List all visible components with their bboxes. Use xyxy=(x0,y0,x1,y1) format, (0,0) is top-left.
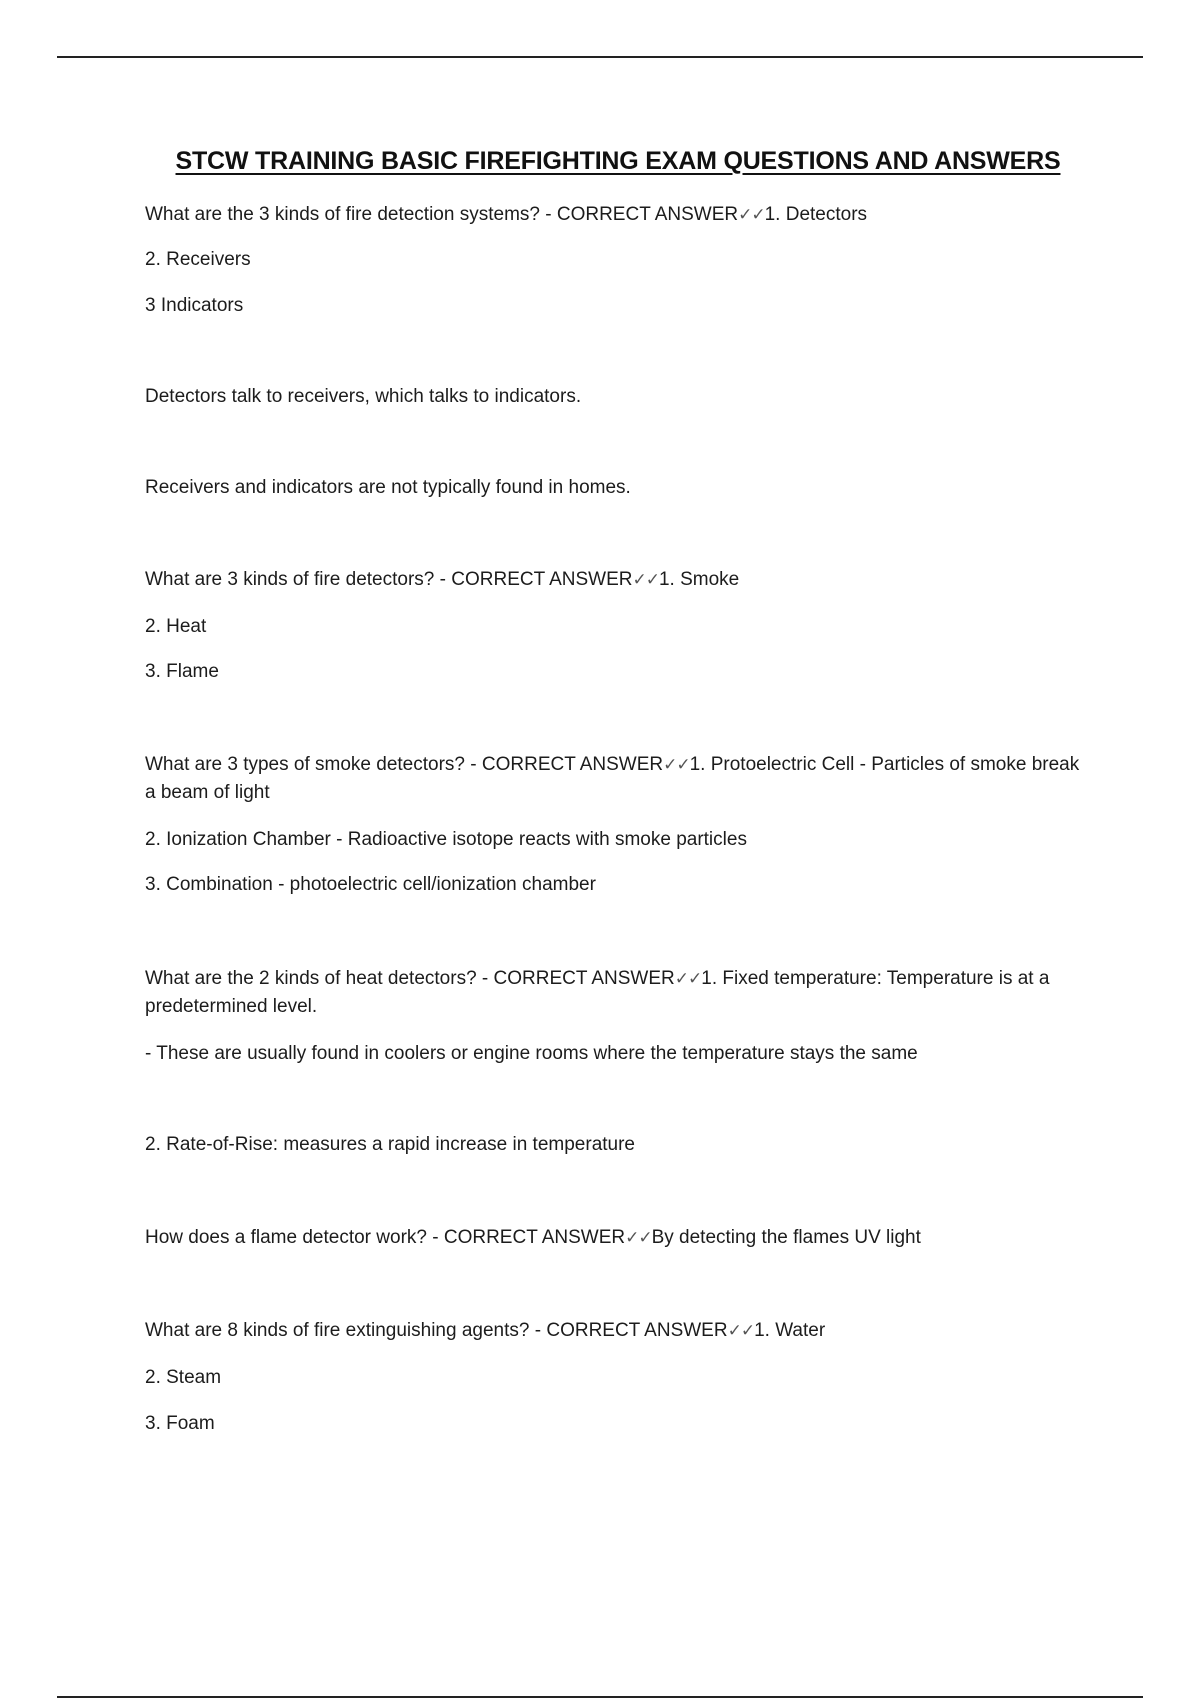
answer-line: 3 Indicators xyxy=(145,295,244,316)
answer-marker: CORRECT ANSWER xyxy=(493,968,675,989)
question-text: How does a flame detector work? - xyxy=(145,1227,444,1248)
answer-marker: CORRECT ANSWER xyxy=(443,1227,626,1248)
answer-text: 1. Detectors xyxy=(764,204,868,225)
answer-text: 1. Fixed temperature: Temperature is at a predetermined level. xyxy=(145,968,1050,1017)
double-check-icon: ✓✓ xyxy=(727,1321,755,1341)
answer-line: 3. Flame xyxy=(145,661,219,682)
question-paragraph xyxy=(145,965,1095,1021)
answer-line: 2. Ionization Chamber - Radioactive isotope reacts with smoke particles xyxy=(145,829,747,850)
question-text: What are 3 types of smoke detectors? - xyxy=(145,754,482,775)
answer-marker: CORRECT ANSWER xyxy=(546,1320,728,1341)
answer-text: 1. Protoelectric Cell - Particles of smoke break a beam of light xyxy=(145,754,1080,803)
double-check-icon: ✓✓ xyxy=(663,755,690,775)
answer-text: 1. Water xyxy=(754,1320,826,1341)
header-rule xyxy=(57,56,1143,58)
answer-line: 3. Foam xyxy=(145,1413,215,1434)
question-paragraph xyxy=(145,751,1095,807)
answer-line: 2. Steam xyxy=(145,1367,222,1388)
question-paragraph xyxy=(145,1224,1095,1252)
footer-rule xyxy=(57,1696,1143,1698)
answer-marker: CORRECT ANSWER xyxy=(451,569,633,590)
double-check-icon: ✓✓ xyxy=(625,1228,652,1248)
question-text: What are 3 kinds of fire detectors? - xyxy=(145,569,452,590)
answer-text: By detecting the flames UV light xyxy=(651,1227,921,1248)
answer-line: 2. Heat xyxy=(145,616,207,637)
answer-marker: CORRECT ANSWER xyxy=(556,204,739,225)
answer-line: 2. Rate-of-Rise: measures a rapid increase in temperature xyxy=(145,1134,636,1155)
answer-text: 1. Smoke xyxy=(658,569,740,590)
document-title: STCW TRAINING BASIC FIREFIGHTING EXAM QUESTIONS AND ANSWERS xyxy=(175,147,1061,175)
note-line: Detectors talk to receivers, which talks to indicators. xyxy=(145,386,582,407)
answer-line: 2. Receivers xyxy=(145,249,251,270)
answer-line: - These are usually found in coolers or engine rooms where the temperature stays the same xyxy=(145,1043,918,1064)
double-check-icon: ✓✓ xyxy=(674,969,702,989)
answer-marker: CORRECT ANSWER xyxy=(481,754,664,775)
double-check-icon: ✓✓ xyxy=(632,570,659,590)
note-line: Receivers and indicators are not typically found in homes. xyxy=(145,477,631,498)
question-paragraph xyxy=(145,1317,1095,1345)
question-text: What are the 3 kinds of fire detection systems? - xyxy=(145,204,557,225)
answer-line: 3. Combination - photoelectric cell/ionization chamber xyxy=(145,874,596,895)
question-text: What are the 2 kinds of heat detectors? - xyxy=(145,968,494,989)
question-paragraph xyxy=(145,566,1095,594)
question-text: What are 8 kinds of fire extinguishing agents? - xyxy=(145,1320,547,1341)
double-check-icon: ✓✓ xyxy=(738,205,765,225)
question-paragraph xyxy=(145,201,1095,229)
